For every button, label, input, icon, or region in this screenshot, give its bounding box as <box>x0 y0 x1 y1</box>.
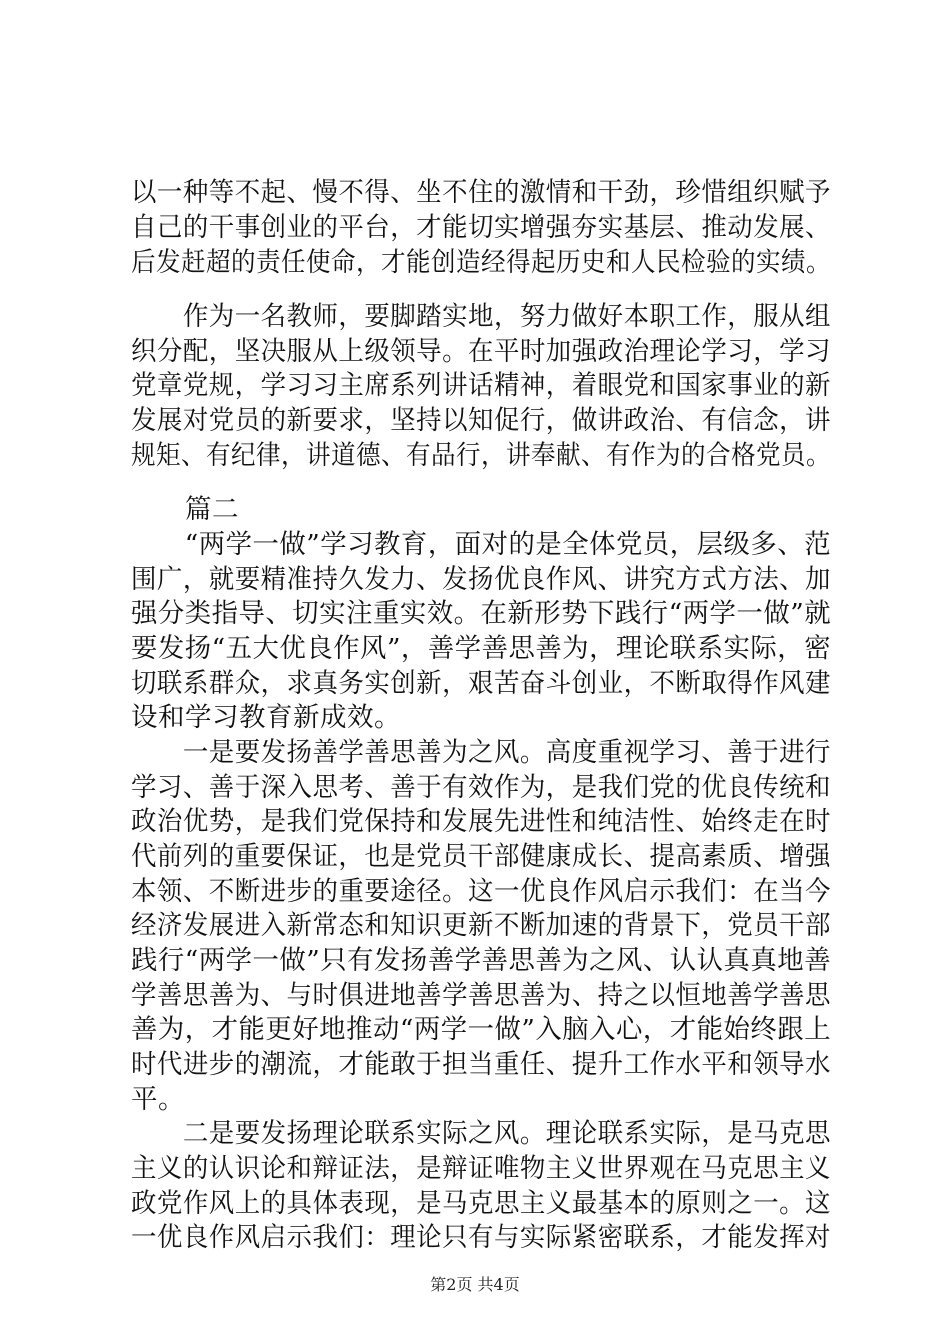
text-line: 本领、不断进步的重要途径。这一优良作风启示我们：在当今 <box>131 876 831 907</box>
text-line: 时代进步的潮流，才能敢于担当重任、提升工作水平和领导水 <box>131 1049 831 1080</box>
text-line: 后发赶超的责任使命，才能创造经得起历史和人民检验的实绩。 <box>131 247 831 278</box>
text-line: 经济发展进入新常态和知识更新不断加速的背景下，党员干部 <box>131 910 831 941</box>
text-line: 规矩、有纪律，讲道德、有品行，讲奉献、有作为的合格党员。 <box>131 440 831 471</box>
text-line: 自己的干事创业的平台，才能切实增强夯实基层、推动发展、 <box>131 212 831 243</box>
text-line: 切联系群众，求真务实创新，艰苦奋斗创业，不断取得作风建 <box>131 668 831 699</box>
text-line: 发展对党员的新要求，坚持以知促行，做讲政治、有信念，讲 <box>131 405 831 436</box>
text-line: 要发扬“五大优良作风”，善学善思善为，理论联系实际，密 <box>131 633 832 664</box>
text-line: 强分类指导、切实注重实效。在新形势下践行“两学一做”就 <box>131 598 832 629</box>
text-line: 设和学习教育新成效。 <box>131 702 401 733</box>
text-line: 践行“两学一做”只有发扬善学善思善为之风、认认真真地善 <box>131 945 832 976</box>
text-line: 以一种等不起、慢不得、坐不住的激情和干劲，珍惜组织赋予 <box>131 177 831 208</box>
text-line: 织分配，坚决服从上级领导。在平时加强政治理论学习，学习 <box>131 336 831 367</box>
text-line: 一优良作风启示我们：理论只有与实际紧密联系，才能发挥对 <box>131 1222 831 1253</box>
text-line: 代前列的重要保证，也是党员干部健康成长、提高素质、增强 <box>131 841 831 872</box>
text-line: 主义的认识论和辩证法，是辩证唯物主义世界观在马克思主义 <box>131 1153 831 1184</box>
text-line: 作为一名教师，要脚踏实地，努力做好本职工作，服从组 <box>131 301 831 332</box>
text-line: 善为，才能更好地推动“两学一做”入脑入心，才能始终跟上 <box>131 1014 832 1045</box>
text-line: 围广，就要精准持久发力、发扬优良作风、讲究方式方法、加 <box>131 564 831 595</box>
section-heading: 篇二 <box>131 494 239 525</box>
page-number-footer: 第2页 共4页 <box>430 1275 520 1294</box>
text-line: 一是要发扬善学善思善为之风。高度重视学习、善于进行 <box>131 737 831 768</box>
text-line: 学习、善于深入思考、善于有效作为，是我们党的优良传统和 <box>131 772 831 803</box>
text-line: 学善思善为、与时俱进地善学善思善为、持之以恒地善学善思 <box>131 980 831 1011</box>
text-line: 平。 <box>131 1084 185 1115</box>
text-line: 党章党规，学习习主席系列讲话精神，着眼党和国家事业的新 <box>131 370 831 401</box>
text-line: 政党作风上的具体表现，是马克思主义最基本的原则之一。这 <box>131 1188 831 1219</box>
text-line: 政治优势，是我们党保持和发展先进性和纯洁性、始终走在时 <box>131 806 831 837</box>
text-line: “两学一做”学习教育，面对的是全体党员，层级多、范 <box>131 529 832 560</box>
text-line: 二是要发扬理论联系实际之风。理论联系实际，是马克思 <box>131 1118 831 1149</box>
